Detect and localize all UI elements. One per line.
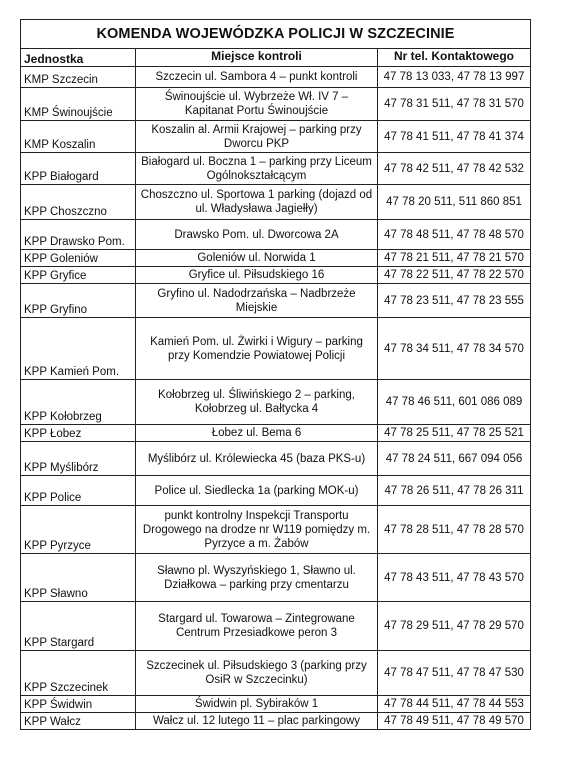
table-row xyxy=(21,442,531,476)
unit-cell: KPP Kamień Pom. xyxy=(21,318,136,380)
location-cell: Choszczno ul. Sportowa 1 parking (dojazd od ul. Władysława Jagiełły) xyxy=(136,185,378,220)
location-cell: Stargard ul. Towarowa – Zintegrowane Centrum Przesiadkowe peron 3 xyxy=(136,602,378,651)
table-row xyxy=(21,696,531,713)
phone-cell: 47 78 20 511, 511 860 851 xyxy=(378,185,531,220)
phone-cell: 47 78 21 511, 47 78 21 570 xyxy=(378,250,531,267)
phone-cell: 47 78 22 511, 47 78 22 570 xyxy=(378,267,531,284)
table-row xyxy=(21,185,531,220)
header-location: Miejsce kontroli xyxy=(136,49,378,67)
phone-cell: 47 78 26 511, 47 78 26 311 xyxy=(378,476,531,506)
location-cell: Szczecinek ul. Piłsudskiego 3 (parking przy OsiR w Szczecinku) xyxy=(136,651,378,696)
unit-cell: KPP Gryfice xyxy=(21,267,136,284)
unit-cell: KMP Koszalin xyxy=(21,121,136,153)
table-row xyxy=(21,476,531,506)
table-row xyxy=(21,88,531,121)
unit-cell: KPP Goleniów xyxy=(21,250,136,267)
table-row xyxy=(21,284,531,318)
phone-cell: 47 78 44 511, 47 78 44 553 xyxy=(378,696,531,713)
table-body xyxy=(21,67,531,730)
unit-cell: KPP Kołobrzeg xyxy=(21,380,136,425)
police-table xyxy=(20,19,531,730)
unit-cell: KPP Myślibórz xyxy=(21,442,136,476)
phone-cell: 47 78 13 033, 47 78 13 997 xyxy=(378,67,531,88)
table-row xyxy=(21,506,531,554)
unit-cell: KMP Szczecin xyxy=(21,67,136,88)
table-row xyxy=(21,67,531,88)
table-row xyxy=(21,121,531,153)
header-unit: Jednostka xyxy=(21,49,136,67)
location-cell: Świdwin pl. Sybiraków 1 xyxy=(136,696,378,713)
unit-cell: KPP Świdwin xyxy=(21,696,136,713)
phone-cell: 47 78 24 511, 667 094 056 xyxy=(378,442,531,476)
phone-cell: 47 78 31 511, 47 78 31 570 xyxy=(378,88,531,121)
location-cell: Kamień Pom. ul. Żwirki i Wigury – parking przy Komendzie Powiatowej Policji xyxy=(136,318,378,380)
unit-cell: KPP Pyrzyce xyxy=(21,506,136,554)
phone-cell: 47 78 28 511, 47 78 28 570 xyxy=(378,506,531,554)
table-row xyxy=(21,554,531,602)
phone-cell: 47 78 25 511, 47 78 25 521 xyxy=(378,425,531,442)
location-cell: Myślibórz ul. Królewiecka 45 (baza PKS-u) xyxy=(136,442,378,476)
location-cell: Gryfino ul. Nadodrzańska – Nadbrzeże Miejskie xyxy=(136,284,378,318)
location-cell: Świnoujście ul. Wybrzeże Wł. IV 7 – Kapitanat Portu Świnoujście xyxy=(136,88,378,121)
unit-cell: KPP Stargard xyxy=(21,602,136,651)
unit-cell: KPP Choszczno xyxy=(21,185,136,220)
phone-cell: 47 78 47 511, 47 78 47 530 xyxy=(378,651,531,696)
location-cell: punkt kontrolny Inspekcji Transportu Drogowego na drodze nr W119 pomiędzy m. Pyrzyce a m. Żabów xyxy=(136,506,378,554)
unit-cell: KPP Łobez xyxy=(21,425,136,442)
unit-cell: KMP Świnoujście xyxy=(21,88,136,121)
unit-cell: KPP Białogard xyxy=(21,153,136,185)
table-row xyxy=(21,602,531,651)
phone-cell: 47 78 41 511, 47 78 41 374 xyxy=(378,121,531,153)
location-cell: Szczecin ul. Sambora 4 – punkt kontroli xyxy=(136,67,378,88)
phone-cell: 47 78 34 511, 47 78 34 570 xyxy=(378,318,531,380)
unit-cell: KPP Wałcz xyxy=(21,713,136,730)
unit-cell: KPP Szczecinek xyxy=(21,651,136,696)
location-cell: Kołobrzeg ul. Śliwińskiego 2 – parking, Kołobrzeg ul. Bałtycka 4 xyxy=(136,380,378,425)
title-row xyxy=(21,20,531,49)
phone-cell: 47 78 43 511, 47 78 43 570 xyxy=(378,554,531,602)
table-title: KOMENDA WOJEWÓDZKA POLICJI W SZCZECINIE xyxy=(21,20,531,49)
table-row xyxy=(21,220,531,250)
phone-cell: 47 78 23 511, 47 78 23 555 xyxy=(378,284,531,318)
table-row xyxy=(21,267,531,284)
unit-cell: KPP Police xyxy=(21,476,136,506)
location-cell: Wałcz ul. 12 lutego 11 – plac parkingowy xyxy=(136,713,378,730)
location-cell: Łobez ul. Bema 6 xyxy=(136,425,378,442)
table-row xyxy=(21,153,531,185)
location-cell: Sławno pl. Wyszyńskiego 1, Sławno ul. Działkowa – parking przy cmentarzu xyxy=(136,554,378,602)
unit-cell: KPP Gryfino xyxy=(21,284,136,318)
phone-cell: 47 78 29 511, 47 78 29 570 xyxy=(378,602,531,651)
location-cell: Białogard ul. Boczna 1 – parking przy Liceum Ogólnokształcącym xyxy=(136,153,378,185)
location-cell: Drawsko Pom. ul. Dworcowa 2A xyxy=(136,220,378,250)
location-cell: Gryfice ul. Piłsudskiego 16 xyxy=(136,267,378,284)
location-cell: Police ul. Siedlecka 1a (parking MOK-u) xyxy=(136,476,378,506)
table-row xyxy=(21,250,531,267)
header-row xyxy=(21,49,531,67)
phone-cell: 47 78 49 511, 47 78 49 570 xyxy=(378,713,531,730)
unit-cell: KPP Sławno xyxy=(21,554,136,602)
table-row xyxy=(21,425,531,442)
table-row xyxy=(21,380,531,425)
location-cell: Goleniów ul. Norwida 1 xyxy=(136,250,378,267)
table-row xyxy=(21,651,531,696)
phone-cell: 47 78 42 511, 47 78 42 532 xyxy=(378,153,531,185)
header-phone: Nr tel. Kontaktowego xyxy=(378,49,531,67)
table-row xyxy=(21,318,531,380)
table-row xyxy=(21,713,531,730)
location-cell: Koszalin al. Armii Krajowej – parking przy Dworcu PKP xyxy=(136,121,378,153)
phone-cell: 47 78 48 511, 47 78 48 570 xyxy=(378,220,531,250)
phone-cell: 47 78 46 511, 601 086 089 xyxy=(378,380,531,425)
unit-cell: KPP Drawsko Pom. xyxy=(21,220,136,250)
